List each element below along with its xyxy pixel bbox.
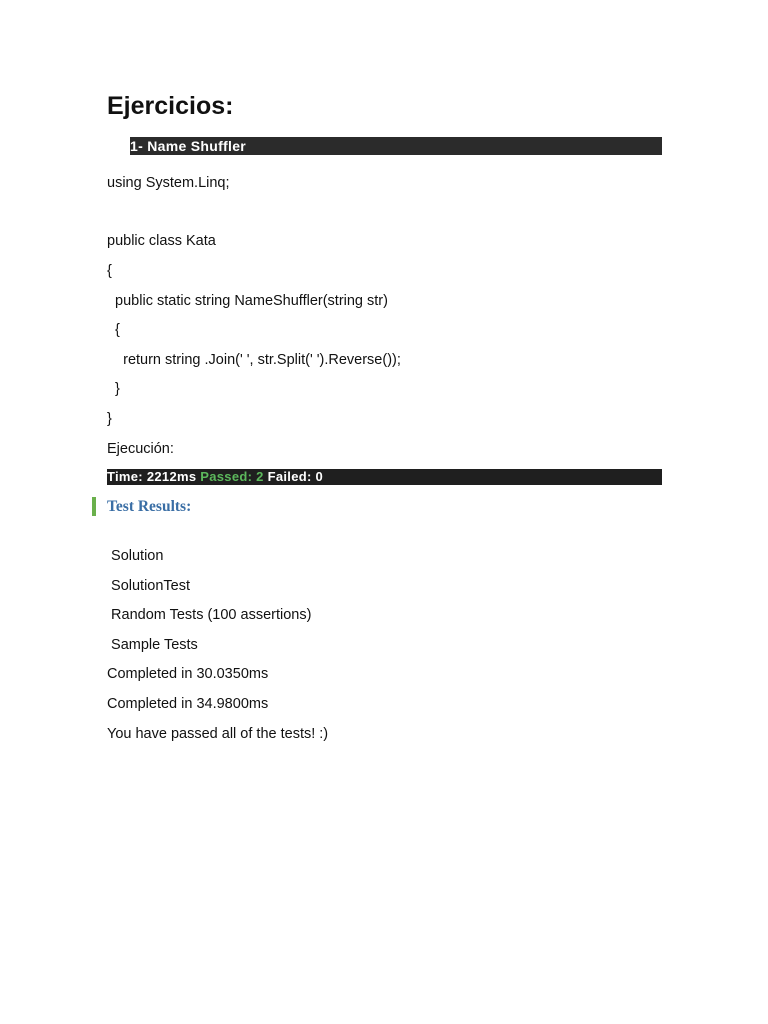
code-line-open-brace: { (107, 263, 112, 279)
code-line-class-close: } (107, 411, 112, 427)
code-line-using: using System.Linq; (107, 175, 230, 191)
test-item-solution: Solution (107, 548, 164, 564)
exercise-heading-bar (130, 137, 662, 155)
test-item-sample-tests: Sample Tests (107, 637, 198, 653)
test-item-random-tests: Random Tests (100 assertions) (107, 607, 312, 623)
result-summary-bar (107, 469, 662, 485)
test-results-heading: Test Results: (107, 498, 192, 515)
failed-stat: Failed: 0 (267, 469, 324, 484)
code-line-return: return string .Join(' ', str.Split(' ').Reverse()); (107, 352, 401, 368)
test-item-solutiontest: SolutionTest (107, 578, 191, 594)
time-stat: Time: 2212ms (107, 469, 197, 484)
code-line-class: public class Kata (107, 233, 216, 249)
results-marker (92, 497, 96, 516)
completed-time-2: Completed in 34.9800ms (107, 696, 269, 712)
code-line-method-open: { (107, 322, 120, 338)
final-message: You have passed all of the tests! :) (107, 726, 329, 742)
execution-label: Ejecución: (107, 441, 174, 457)
page-title: Ejercicios: (107, 92, 234, 120)
exercise-heading: 1- Name Shuffler (130, 138, 247, 154)
code-line-method: public static string NameShuffler(string str) (107, 293, 388, 309)
completed-time-1: Completed in 30.0350ms (107, 666, 269, 682)
passed-stat: Passed: 2 (200, 469, 264, 484)
code-line-method-close: } (107, 381, 120, 397)
